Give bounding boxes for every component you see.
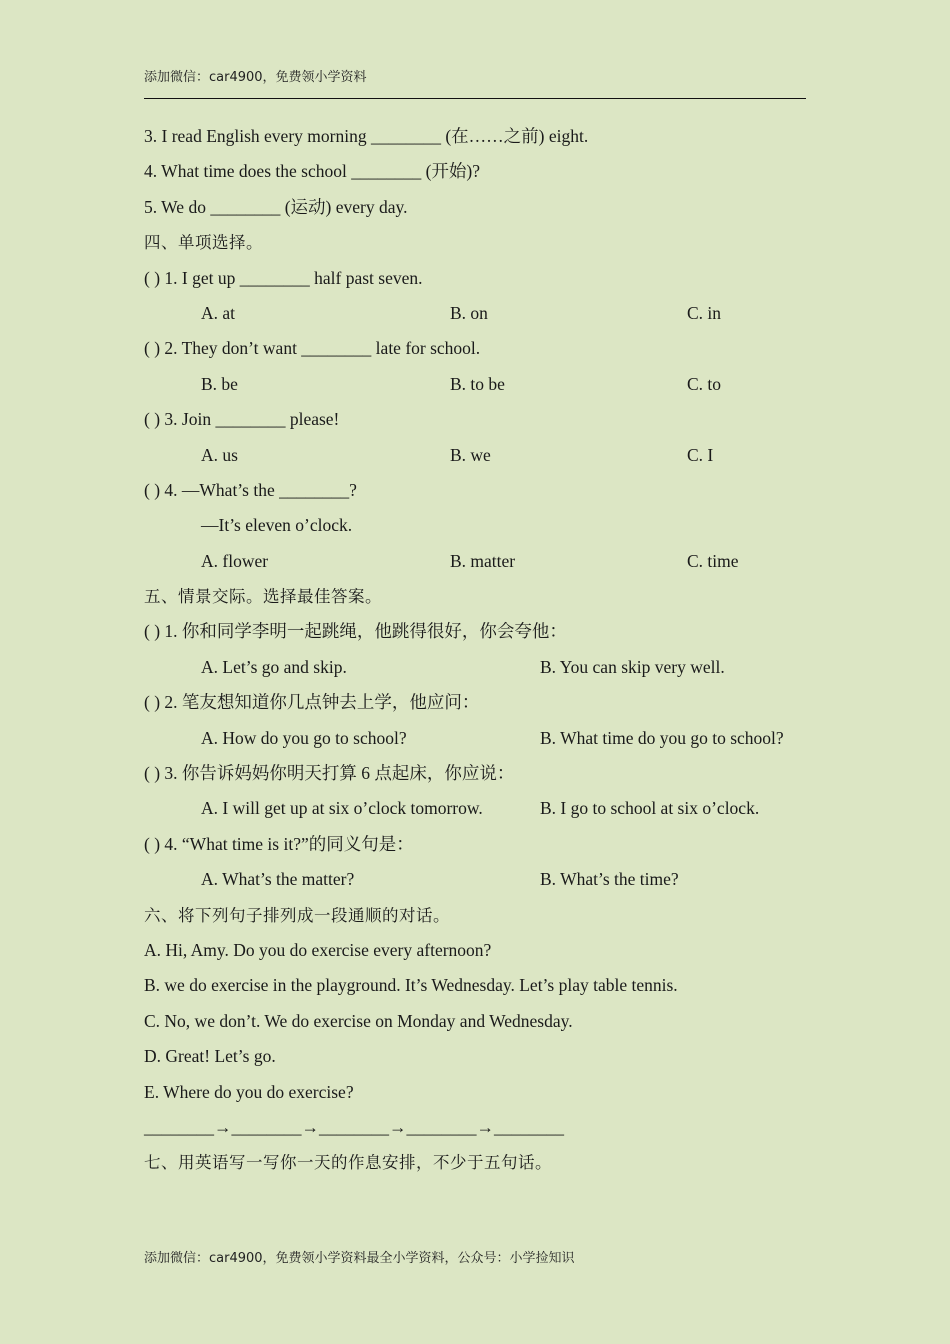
situation-question-3-stem: ( ) 3. 你告诉妈妈你明天打算 6 点起床，你应说： bbox=[144, 763, 515, 784]
situation-question-1-stem: ( ) 1. 你和同学李明一起跳绳，他跳得很好，你会夸他： bbox=[144, 621, 567, 642]
section-5-heading: 五、情景交际。选择最佳答案。 bbox=[144, 587, 382, 607]
situation-question-4-stem: ( ) 4. “What time is it?”的同义句是： bbox=[144, 833, 414, 854]
situation-question-4-options bbox=[144, 862, 824, 897]
fill-in-question-4: 4. What time does the school ________ (开始)? bbox=[144, 161, 481, 182]
situation-question-2-stem: ( ) 2. 笔友想知道你几点钟去上学，他应问： bbox=[144, 692, 480, 713]
header-divider bbox=[144, 98, 806, 99]
situation-question-1-options bbox=[144, 650, 824, 685]
mc-question-1-stem: ( ) 1. I get up ________ half past seven. bbox=[144, 267, 423, 288]
option-a: A. How do you go to school? bbox=[201, 727, 407, 748]
option-c: C. time bbox=[687, 550, 739, 571]
option-c: C. in bbox=[687, 302, 722, 323]
mc-question-4-stem: ( ) 4. —What’s the ________? bbox=[144, 479, 357, 500]
option-c: C. to bbox=[687, 373, 722, 394]
mc-question-4-reply: —It’s eleven o’clock. bbox=[201, 515, 353, 536]
option-b: B. I go to school at six o’clock. bbox=[540, 798, 760, 819]
situation-question-3-options bbox=[144, 791, 824, 826]
option-b: B. to be bbox=[450, 373, 505, 394]
section-6-heading: 六、将下列句子排列成一段通顺的对话。 bbox=[144, 905, 450, 925]
option-b: B. What time do you go to school? bbox=[540, 727, 784, 748]
mc-question-2-stem: ( ) 2. They don’t want ________ late for school. bbox=[144, 338, 481, 359]
ordering-answer-line: ________→________→________→________→________ bbox=[144, 1116, 564, 1137]
option-b: B. What’s the time? bbox=[540, 869, 679, 890]
option-a: A. flower bbox=[201, 550, 269, 571]
dialogue-sentence-a: A. Hi, Amy. Do you do exercise every afternoon? bbox=[144, 939, 492, 960]
dialogue-sentence-e: E. Where do you do exercise? bbox=[144, 1081, 354, 1102]
option-b: B. on bbox=[450, 302, 488, 323]
page-footer: 添加微信：car4900，免费领小学资料最全小学资料，公众号：小学捡知识 bbox=[144, 1251, 575, 1266]
page-header: 添加微信：car4900，免费领小学资料 bbox=[144, 70, 367, 85]
dialogue-sentence-b: B. we do exercise in the playground. It’s Wednesday. Let’s play table tennis. bbox=[144, 975, 678, 996]
option-c: C. I bbox=[687, 444, 714, 465]
option-b: B. matter bbox=[450, 550, 516, 571]
mc-question-3-stem: ( ) 3. Join ________ please! bbox=[144, 409, 340, 430]
option-a: A. What’s the matter? bbox=[201, 869, 355, 890]
option-a: A. Let’s go and skip. bbox=[201, 656, 347, 677]
worksheet-body bbox=[144, 119, 824, 1181]
fill-in-question-5: 5. We do ________ (运动) every day. bbox=[144, 196, 408, 217]
fill-in-question-3: 3. I read English every morning ________ (在……之前) eight. bbox=[144, 126, 589, 146]
dialogue-sentence-c: C. No, we don’t. We do exercise on Monday and Wednesday. bbox=[144, 1010, 573, 1031]
mc-question-4-options bbox=[144, 544, 824, 579]
situation-question-2-options bbox=[144, 721, 824, 756]
section-4-heading: 四、单项选择。 bbox=[144, 233, 263, 253]
option-b: B. You can skip very well. bbox=[540, 656, 725, 677]
mc-question-1-options bbox=[144, 296, 824, 331]
option-a: A. I will get up at six o’clock tomorrow. bbox=[201, 798, 483, 819]
option-a: B. be bbox=[201, 373, 238, 394]
option-a: A. at bbox=[201, 302, 236, 323]
option-a: A. us bbox=[201, 444, 238, 465]
dialogue-sentence-d: D. Great! Let’s go. bbox=[144, 1046, 276, 1067]
option-b: B. we bbox=[450, 444, 491, 465]
section-7-heading: 七、用英语写一写你一天的作息安排，不少于五句话。 bbox=[144, 1153, 552, 1173]
mc-question-2-options bbox=[144, 367, 824, 402]
mc-question-3-options bbox=[144, 438, 824, 473]
